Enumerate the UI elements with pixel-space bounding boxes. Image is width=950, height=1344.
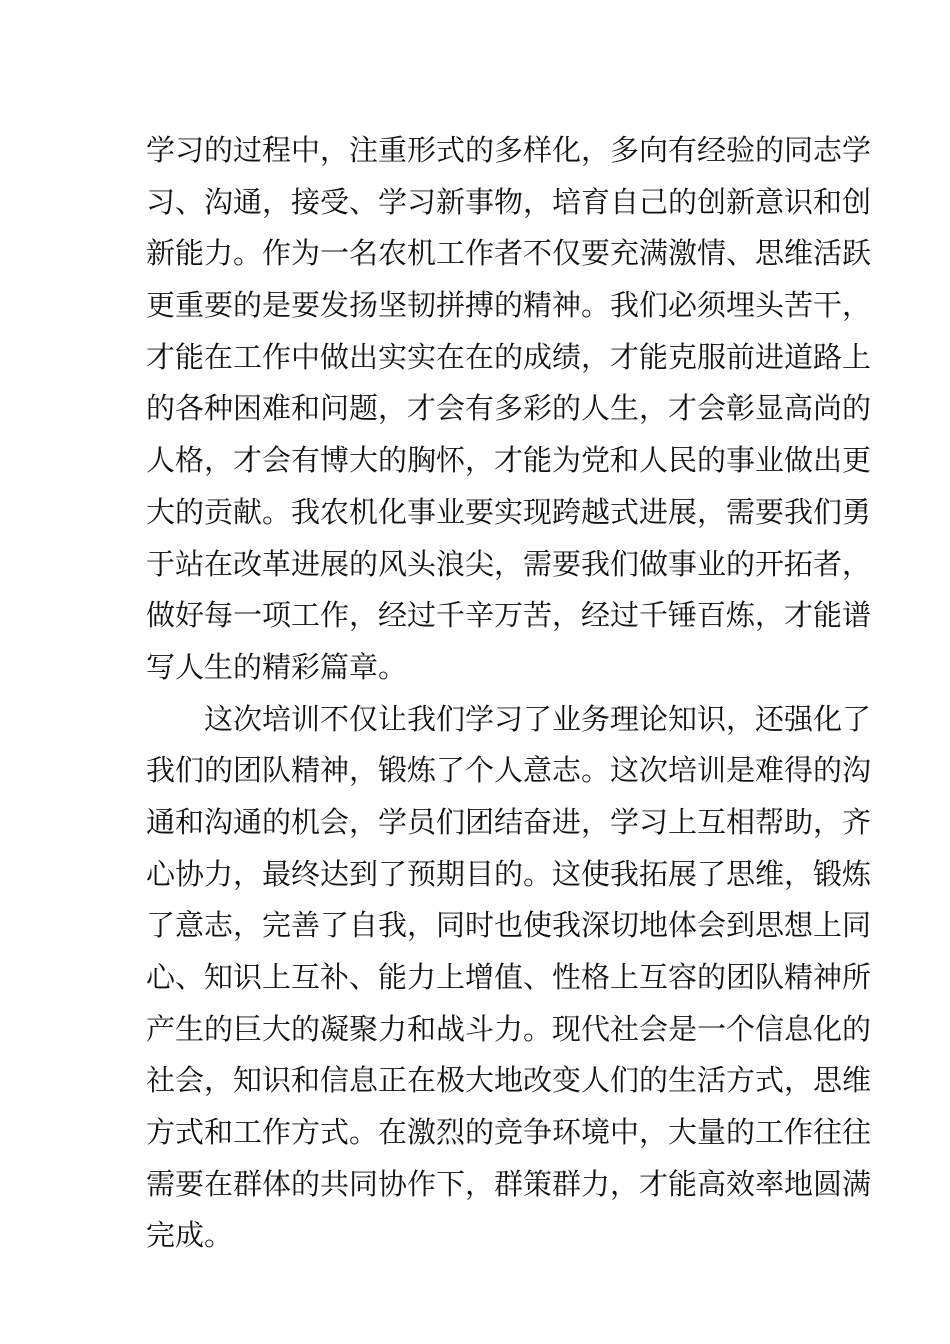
text-line: 的各种困难和问题，才会有多彩的人生，才会彰显高尚的: [146, 391, 872, 426]
text-line: 写人生的精彩篇章。: [146, 649, 408, 684]
text-line: 于站在改革进展的风头浪尖，需要我们做事业的开拓者，: [146, 546, 872, 581]
text-line: 了意志，完善了自我，同时也使我深切地体会到思想上同: [146, 908, 872, 943]
text-line: 完成。: [146, 1218, 234, 1253]
text-line: 社会，知识和信息正在极大地改变人们的生活方式，思维: [146, 1063, 872, 1098]
paragraph-1: [146, 125, 872, 694]
text-line: 更重要的是要发扬坚韧拼搏的精神。我们必须埋头苦干，: [146, 288, 872, 323]
text-line: 方式和工作方式。在激烈的竞争环境中，大量的工作往往: [146, 1115, 872, 1150]
text-line: 需要在群体的共同协作下，群策群力，才能高效率地圆满: [146, 1166, 872, 1201]
text-line: 做好每一项工作，经过千辛万苦，经过千锤百炼，才能谱: [146, 598, 872, 633]
paragraph-2: [146, 694, 872, 1263]
text-line: 我们的团队精神，锻炼了个人意志。这次培训是难得的沟: [146, 753, 872, 788]
text-line: 心协力，最终达到了预期目的。这使我拓展了思维，锻炼: [146, 856, 872, 891]
text-line: 习、沟通，接受、学习新事物，培育自己的创新意识和创: [146, 184, 872, 219]
text-line: 心、知识上互补、能力上增值、性格上互容的团队精神所: [146, 960, 872, 994]
text-line: 才能在工作中做出实实在在的成绩，才能克服前进道路上: [146, 339, 872, 374]
text-line: 这次培训不仅让我们学习了业务理论知识，还强化了: [146, 701, 872, 736]
text-line: 大的贡献。我农机化事业要实现跨越式进展，需要我们勇: [146, 494, 872, 529]
text-line: 学习的过程中，注重形式的多样化，多向有经验的同志学: [146, 133, 872, 167]
document-body: [146, 125, 872, 1262]
text-line: 通和沟通的机会，学员们团结奋进，学习上互相帮助，齐: [146, 804, 872, 839]
text-line: 新能力。作为一名农机工作者不仅要充满激情、思维活跃: [146, 236, 872, 271]
text-line: 产生的巨大的凝聚力和战斗力。现代社会是一个信息化的: [146, 1011, 872, 1046]
text-line: 人格，才会有博大的胸怀，才能为党和人民的事业做出更: [146, 443, 872, 478]
